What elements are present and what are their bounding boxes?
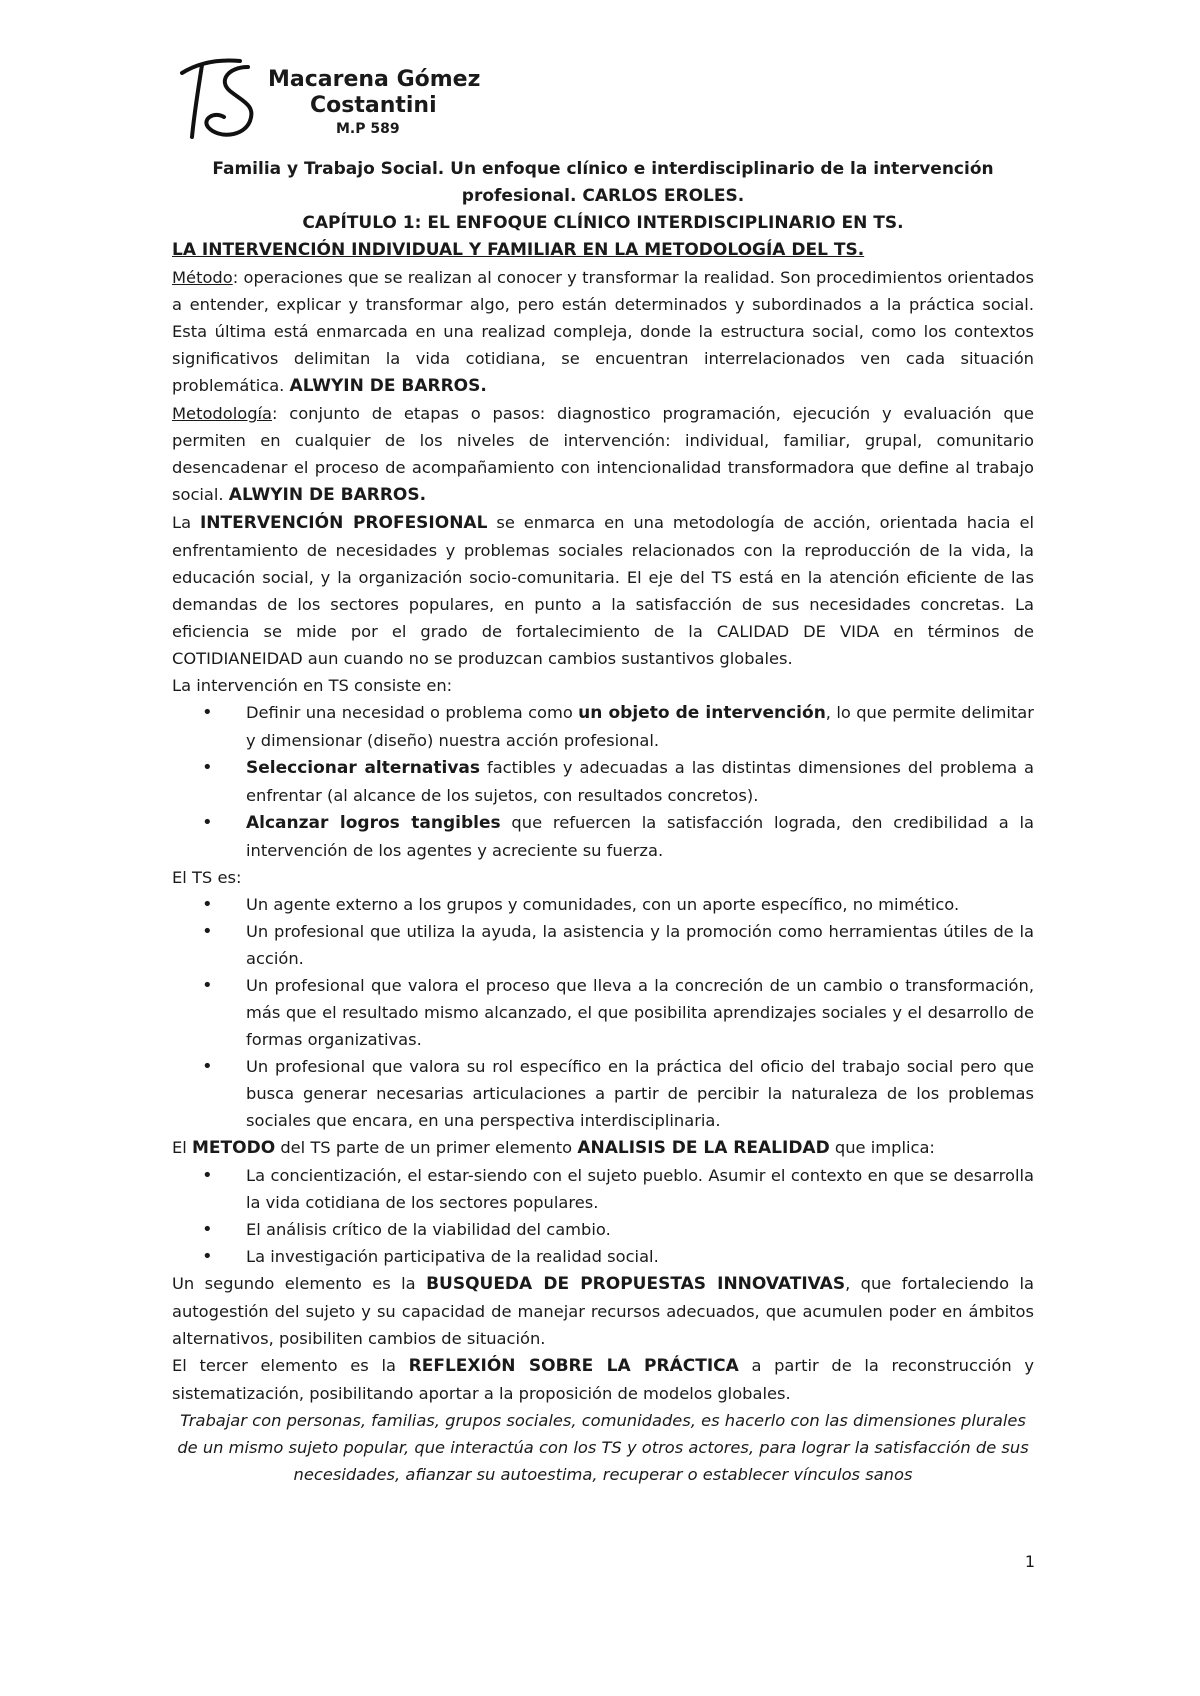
ts-es-list [172, 891, 1034, 1134]
list-item: • Seleccionar alternativas factibles y adecuadas a las distintas dimensiones del problema a enfrentar (al alcance de los sujetos, con resultados concretos). [246, 754, 1034, 809]
metodo-ts-intro: El METODO del TS parte de un primer elemento ANALISIS DE LA REALIDAD que implica: [172, 1138, 935, 1158]
author-citation: ALWYIN DE BARROS. [289, 376, 487, 396]
list-item: • El análisis crítico de la viabilidad del cambio. [246, 1216, 1034, 1243]
list-item: • Un agente externo a los grupos y comunidades, con un aporte específico, no mimético. [246, 891, 1034, 918]
logo-name-line1: Macarena Gómez [268, 67, 481, 92]
metodo-ts-list [172, 1162, 1034, 1270]
logo-registration: M.P 589 [336, 121, 400, 137]
author-logo [178, 55, 498, 155]
list-item: • Definir una necesidad o problema como un objeto de intervención, lo que permite delimitar y dimensionar (diseño) nuestra acción profesional. [246, 699, 1034, 754]
term-metodo: Método [172, 268, 233, 287]
list-item: • Un profesional que utiliza la ayuda, la asistencia y la promoción como herramientas útiles de la acción. [246, 918, 1034, 972]
paragraph-intervencion: La INTERVENCIÓN PROFESIONAL se enmarca en una metodología de acción, orientada hacia el enfrentamiento de necesidades y problemas sociales relacionados con la reproducción de la vida, la educación social, y la organización socio-comunitaria. El eje del TS está en la atención eficiente de las demandas de los sectores populares, en punto a la satisfacción de sus necesidades concretas. La eficiencia se mide por el grado de fortalecimiento de la CALIDAD DE VIDA en términos de COTIDIANEIDAD aun cuando no se produzcan cambios sustantivos globales. [172, 513, 1034, 668]
list-item: • La concientización, el estar-siendo con el sujeto pueblo. Asumir el contexto en que se desarrolla la vida cotidiana de los sectores populares. [246, 1162, 1034, 1216]
consiste-list [172, 699, 1034, 864]
document-body [172, 156, 1034, 1488]
list-item: • Un profesional que valora su rol específico en la práctica del oficio del trabajo social pero que busca generar necesarias articulaciones a partir de percibir la naturaleza de los problemas sociales que encara, en una perspectiva interdisciplinaria. [246, 1053, 1034, 1134]
list-item: • Alcanzar logros tangibles que refuercen la satisfacción lograda, den credibilidad a la intervención de los agentes y acreciente su fuerza. [246, 809, 1034, 864]
page-number: 1 [1024, 1552, 1035, 1571]
author-citation: ALWYIN DE BARROS. [228, 485, 427, 505]
section-heading: LA INTERVENCIÓN INDIVIDUAL Y FAMILIAR EN LA METODOLOGÍA DEL TS. [172, 240, 865, 260]
paragraph-tercer-elemento: El tercer elemento es la REFLEXIÓN SOBRE LA PRÁCTICA a partir de la reconstrucción y sistematización, posibilitando aportar a la proposición de modelos globales. [172, 1356, 1035, 1403]
ts-es-intro: El TS es: [172, 868, 242, 887]
term-metodologia: Metodología [172, 404, 273, 423]
term-intervencion-profesional: INTERVENCIÓN PROFESIONAL [199, 513, 488, 533]
consiste-intro: La intervención en TS consiste en: [172, 676, 453, 695]
document-title-line1: Familia y Trabajo Social. Un enfoque clínico e interdisciplinario de la intervención [212, 159, 994, 179]
document-title-line2: profesional. CARLOS EROLES. [461, 186, 745, 206]
chapter-heading: CAPÍTULO 1: EL ENFOQUE CLÍNICO INTERDISCIPLINARIO EN TS. [302, 213, 904, 233]
list-item: • Un profesional que valora el proceso que lleva a la concreción de un cambio o transformación, más que el resultado mismo alcanzado, el que posibilita aprendizajes sociales y el desarrollo de formas organizativas. [246, 972, 1034, 1053]
list-item: • La investigación participativa de la realidad social. [246, 1243, 1034, 1270]
paragraph-segundo-elemento: Un segundo elemento es la BUSQUEDA DE PROPUESTAS INNOVATIVAS, que fortaleciendo la autogestión del sujeto y su capacidad de manejar recursos adecuados, que acumulen poder en ámbitos alternativos, posibiliten cambios de situación. [172, 1274, 1034, 1348]
closing-quote: Trabajar con personas, familias, grupos sociales, comunidades, es hacerlo con las dimensiones plurales de un mismo sujeto popular, que interactúa con los TS y otros actores, para lograr la satisfacción de sus necesidades, afianzar su autoestima, recuperar o establecer vínculos sanos [177, 1411, 1029, 1484]
ts-monogram-icon [178, 55, 273, 145]
paragraph-metodo: Método: operaciones que se realizan al conocer y transformar la realidad. Son procedimientos orientados a entender, explicar y transformar algo, pero están determinados y subordinados a la práctica social. Esta última está enmarcada en una realizad compleja, donde la estructura social, como los contextos significativos delimitan la vida cotidiana, se encuentran interrelacionados ven cada situación problemática. ALWYIN DE BARROS. [172, 268, 1034, 396]
paragraph-metodologia: Metodología: conjunto de etapas o pasos: diagnostico programación, ejecución y evaluación que permiten en cualquier de los niveles de intervención: individual, familiar, grupal, comunitario desencadenar el proceso de acompañamiento con intencionalidad transformadora que define al trabajo social. ALWYIN DE BARROS. [172, 404, 1034, 505]
logo-name-line2: Costantini [310, 93, 437, 118]
